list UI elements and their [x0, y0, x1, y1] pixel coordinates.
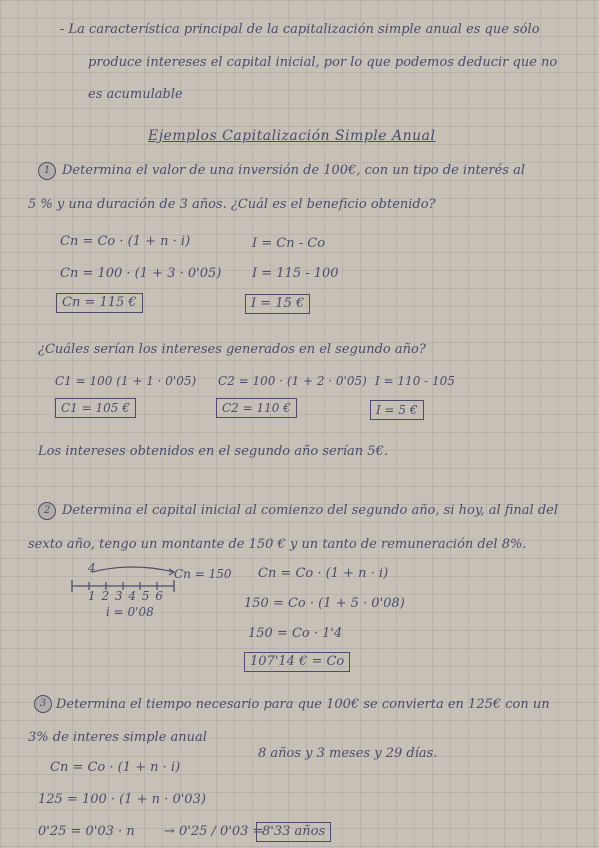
timeline-rate: i = 0'08: [106, 605, 154, 619]
example-1-line-1: Determina el valor de una inversión de 100€, con un tipo de interés al: [62, 163, 525, 178]
ex3-division: → 0'25 / 0'03 =: [164, 824, 264, 839]
ex2-simplified: 150 = Co · 1'4: [248, 626, 343, 641]
timeline-cn-label: Cn = 150: [174, 567, 232, 581]
ex3-answer: 8 años y 3 meses y 29 días.: [258, 746, 438, 761]
ex1-right-result: I = 15 €: [245, 294, 310, 314]
ex3-formula: Cn = Co · (1 + n · i): [50, 760, 181, 775]
ex1-conclusion: Los intereses obtenidos en el segundo año serían 5€.: [38, 444, 388, 459]
ex1-year1-formula: C1 = 100 (1 + 1 · 0'05): [55, 374, 197, 388]
section-title: Ejemplos Capitalización Simple Anual: [148, 128, 436, 144]
ex3-result: 8'33 años: [256, 822, 331, 842]
ex3-substitution: 125 = 100 · (1 + n · 0'03): [38, 792, 206, 807]
ex1-interest-formula: I = 110 - 105: [375, 374, 455, 388]
example-2-line-1: Determina el capital inicial al comienzo del segundo año, si hoy, al final del: [62, 503, 558, 518]
ex1-left-substitution: Cn = 100 · (1 + 3 · 0'05): [60, 266, 222, 281]
ex3-step: 0'25 = 0'03 · n: [38, 824, 135, 839]
ex1-year1-result: C1 = 105 €: [55, 398, 136, 418]
intro-line-2: produce intereses el capital inicial, por lo que podemos deducir que no: [88, 55, 558, 70]
ex2-result: 107'14 € = Co: [244, 652, 350, 672]
intro-line-1: - La característica principal de la capitalización simple anual es que sólo: [60, 22, 540, 37]
ex1-year2-result: C2 = 110 €: [216, 398, 297, 418]
timeline-start-label: 4: [88, 561, 96, 575]
example-3-line-2: 3% de interes simple anual: [28, 730, 207, 745]
ex1-right-formula: I = Cn - Co: [252, 236, 326, 251]
ex1-interest-result: I = 5 €: [370, 400, 424, 420]
ex2-substitution: 150 = Co · (1 + 5 · 0'08): [244, 596, 405, 611]
example-2-line-2: sexto año, tengo un montante de 150 € y un tanto de remuneración del 8%.: [28, 537, 527, 552]
example-3-line-1: Determina el tiempo necesario para que 100€ se convierta en 125€ con un: [56, 697, 550, 712]
example-2-number: 2: [38, 502, 56, 520]
example-1-line-2: 5 % y una duración de 3 años. ¿Cuál es el beneficio obtenido?: [28, 197, 436, 212]
timeline-ticks: 1 2 3 4 5 6: [88, 589, 164, 603]
ex1-year2-formula: C2 = 100 · (1 + 2 · 0'05): [218, 374, 367, 388]
ex1-left-formula: Cn = Co · (1 + n · i): [60, 234, 191, 249]
example-1-number: 1: [38, 162, 56, 180]
intro-line-3: es acumulable: [88, 87, 183, 102]
ex1-right-substitution: I = 115 - 100: [252, 266, 339, 281]
ex1-question: ¿Cuáles serían los intereses generados en el segundo año?: [38, 342, 426, 357]
ex2-formula: Cn = Co · (1 + n · i): [258, 566, 389, 581]
ex1-left-result: Cn = 115 €: [56, 293, 143, 313]
example-3-number: 3: [34, 695, 52, 713]
